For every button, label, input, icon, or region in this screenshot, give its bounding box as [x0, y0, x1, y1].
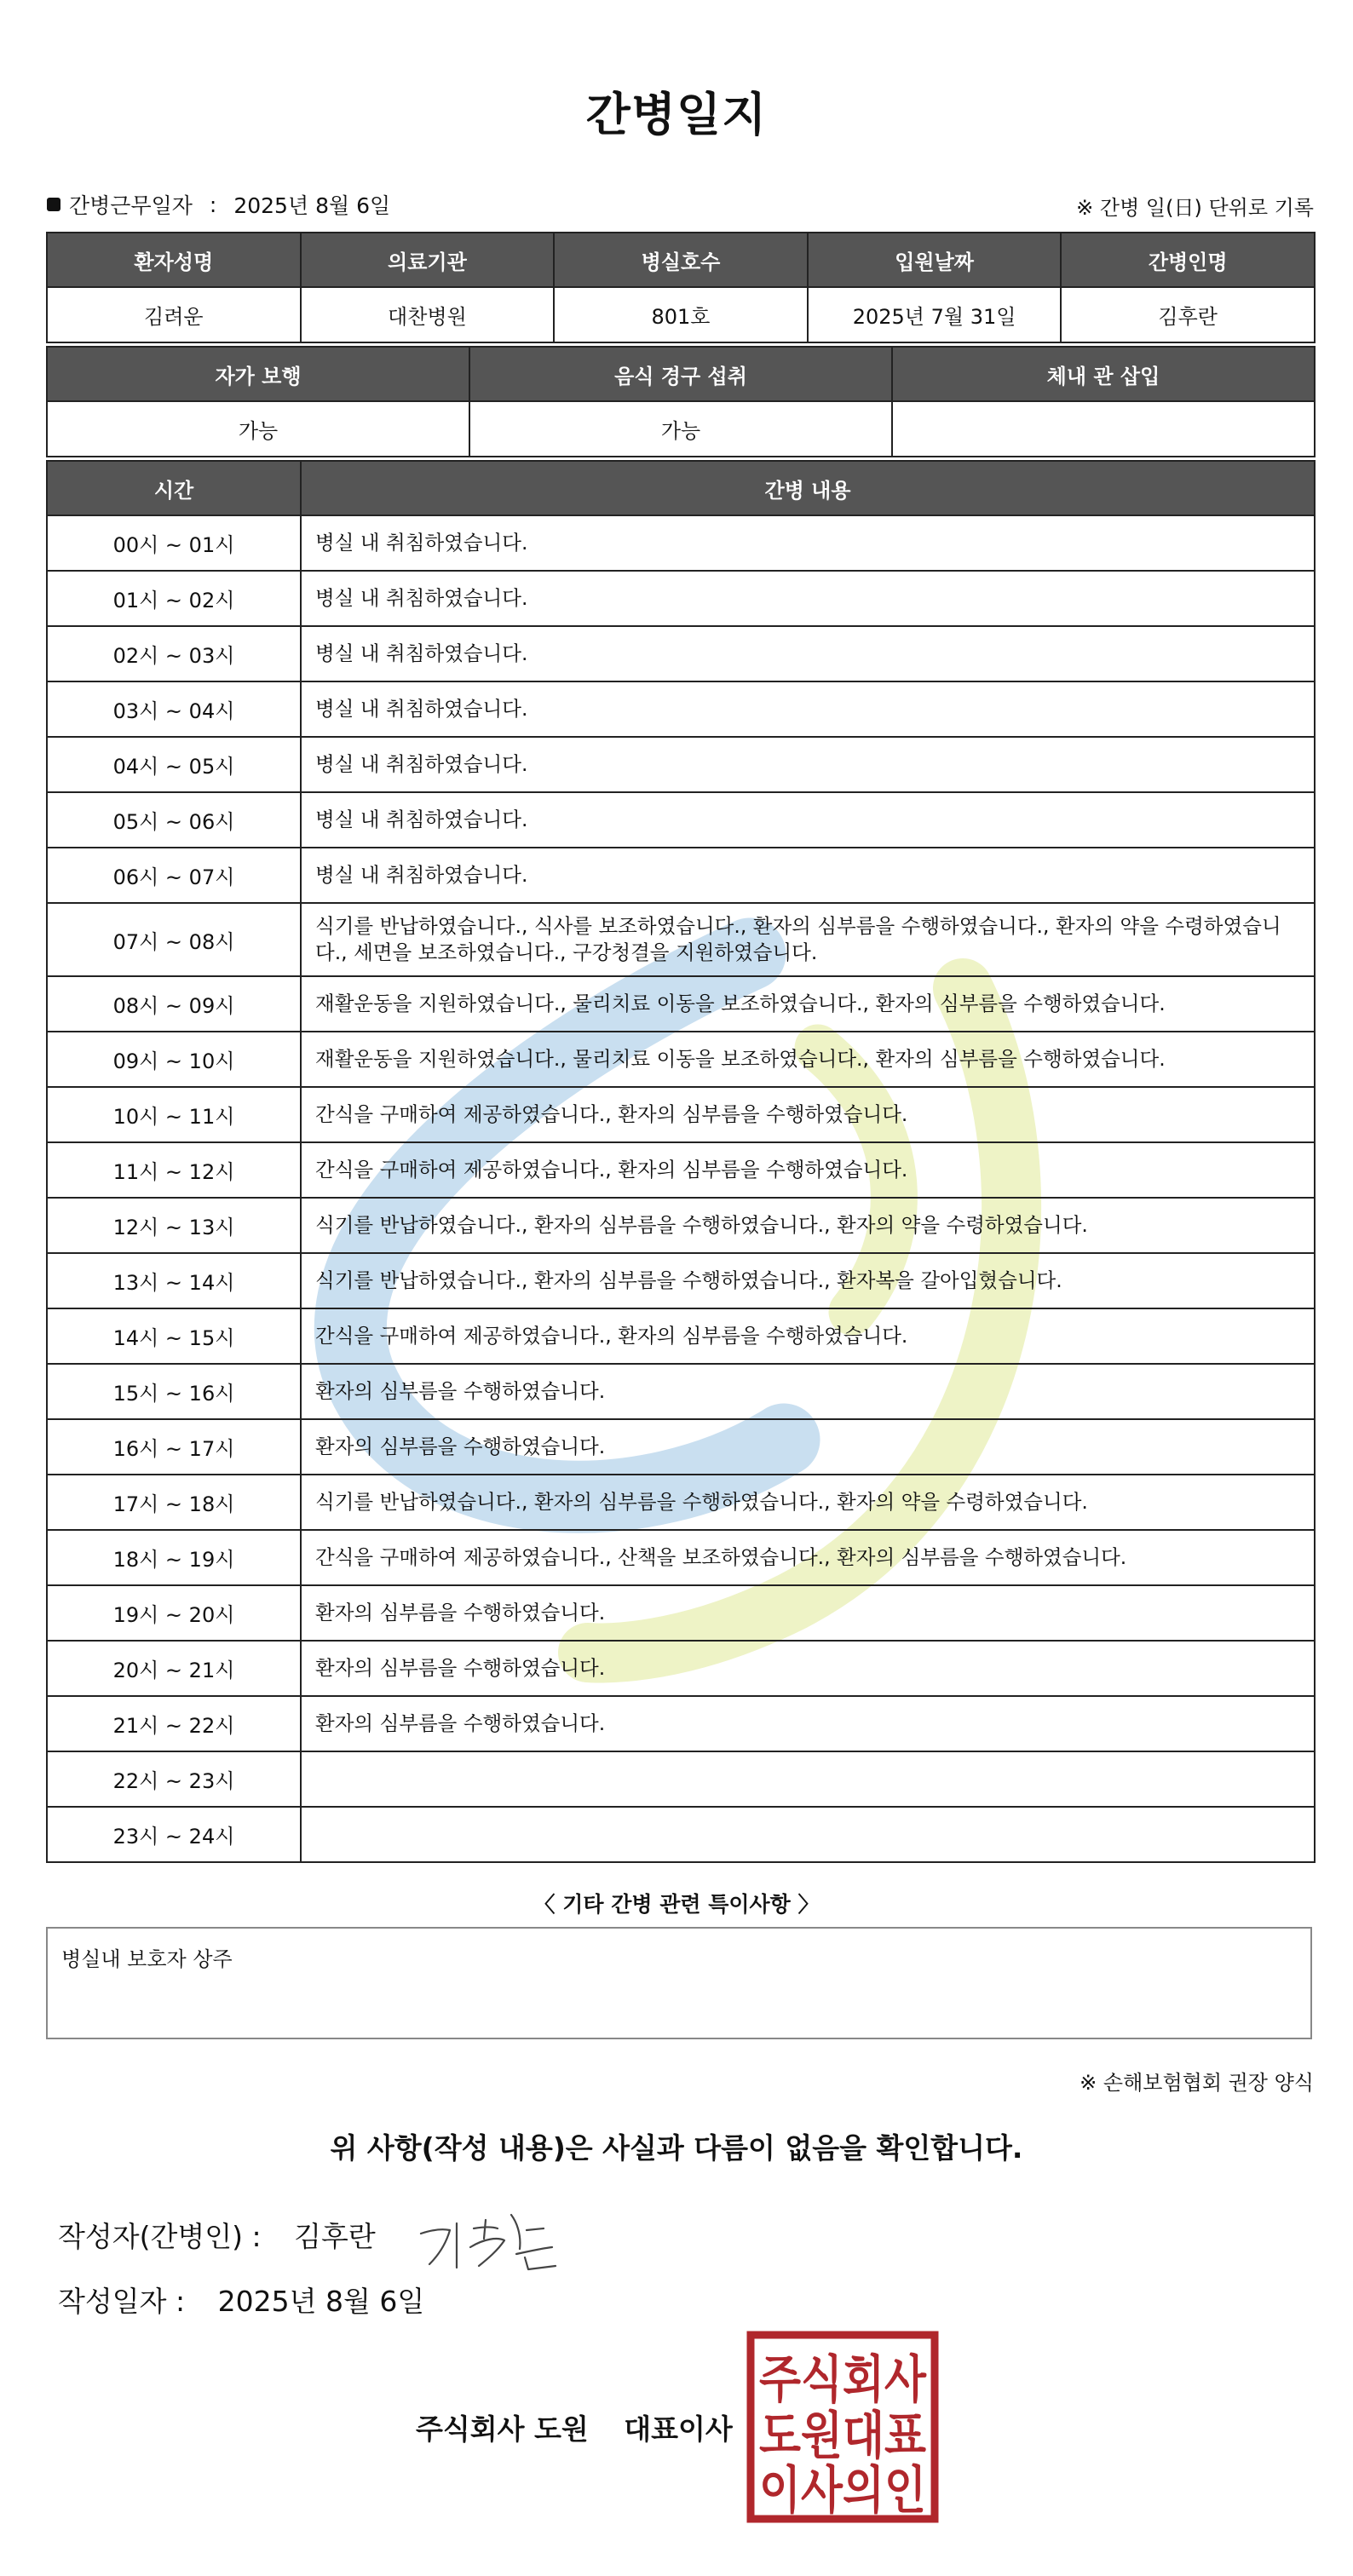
schedule-row	[47, 1641, 1315, 1696]
confirmation-statement: 위 사항(작성 내용)은 사실과 다름이 없음을 확인합니다.	[330, 2131, 1023, 2165]
colon: :	[209, 192, 217, 217]
schedule-content	[301, 1807, 1315, 1862]
schedule-time: 22시 ~ 23시	[47, 1751, 301, 1807]
schedule-content: 환자의 심부름을 수행하였습니다.	[301, 1696, 1315, 1751]
schedule-row	[47, 1142, 1315, 1198]
schedule-time: 10시 ~ 11시	[47, 1087, 301, 1142]
schedule-content: 식기를 반납하였습니다., 식사를 보조하였습니다., 환자의 심부름을 수행하였습니다., 환자의 약을 수령하였습니다., 세면을 보조하였습니다., 구강청결을 지원하였습니다.	[301, 903, 1315, 976]
patient-flags-table	[46, 346, 1316, 457]
schedule-content: 간식을 구매하여 제공하였습니다., 환자의 심부름을 수행하였습니다.	[301, 1308, 1315, 1364]
company-seal-stamp	[746, 2331, 939, 2523]
schedule-time: 05시 ~ 06시	[47, 792, 301, 848]
schedule-row	[47, 1253, 1315, 1308]
schedule-row	[47, 681, 1315, 737]
schedule-content: 병실 내 취침하였습니다.	[301, 848, 1315, 903]
signature-image	[416, 2205, 561, 2273]
schedule-content: 병실 내 취침하였습니다.	[301, 571, 1315, 626]
schedule-time: 15시 ~ 16시	[47, 1364, 301, 1419]
patient-info-header-row	[47, 233, 1315, 287]
schedule-row	[47, 737, 1315, 792]
company-rep-title: 대표이사	[624, 2412, 733, 2446]
schedule-time: 18시 ~ 19시	[47, 1530, 301, 1585]
schedule-time: 14시 ~ 15시	[47, 1308, 301, 1364]
schedule-time: 19시 ~ 20시	[47, 1585, 301, 1641]
schedule-body	[47, 515, 1315, 1862]
patient-info-table	[46, 232, 1316, 343]
schedule-time: 16시 ~ 17시	[47, 1419, 301, 1475]
header-hospital: 의료기관	[301, 233, 555, 287]
patient-name: 김려운	[47, 287, 301, 342]
schedule-header-row	[47, 461, 1315, 515]
schedule-time: 07시 ~ 08시	[47, 903, 301, 976]
schedule-time: 17시 ~ 18시	[47, 1475, 301, 1530]
page-title: 간병일지	[585, 88, 768, 141]
schedule-row	[47, 792, 1315, 848]
schedule-time: 12시 ~ 13시	[47, 1198, 301, 1253]
schedule-content: 식기를 반납하였습니다., 환자의 심부름을 수행하였습니다., 환자의 약을 수령하였습니다.	[301, 1475, 1315, 1530]
schedule-row	[47, 1087, 1315, 1142]
notes-text: 병실내 보호자 상주	[61, 1947, 233, 1971]
patient-flags-header-row	[47, 347, 1315, 401]
tube-insertion-value	[892, 401, 1315, 457]
self-walking-value: 가능	[47, 401, 469, 457]
schedule-content	[301, 1751, 1315, 1807]
company-row	[416, 2407, 733, 2447]
work-date-label: 간병근무일자	[69, 193, 193, 218]
schedule-time: 20시 ~ 21시	[47, 1641, 301, 1696]
notes-box	[46, 1927, 1312, 2039]
schedule-content: 간식을 구매하여 제공하였습니다., 산책을 보조하였습니다., 환자의 심부름을 수행하였습니다.	[301, 1530, 1315, 1585]
oral-intake-value: 가능	[469, 401, 892, 457]
hospital-name: 대찬병원	[301, 287, 555, 342]
notes-title: 〈 기타 간병 관련 특이사항 〉	[533, 1892, 820, 1917]
schedule-content: 재활운동을 지원하였습니다., 물리치료 이동을 보조하였습니다., 환자의 심부름을 수행하였습니다.	[301, 1032, 1315, 1087]
schedule-time: 13시 ~ 14시	[47, 1253, 301, 1308]
seal-line-1: 주식회사	[759, 2350, 927, 2410]
written-date-row	[58, 2280, 424, 2320]
schedule-content: 식기를 반납하였습니다., 환자의 심부름을 수행하였습니다., 환자의 약을 수령하였습니다.	[301, 1198, 1315, 1253]
unit-note: ※ 간병 일(日) 단위로 기록	[1076, 196, 1314, 220]
schedule-content: 환자의 심부름을 수행하였습니다.	[301, 1364, 1315, 1419]
seal-line-2: 도원대표	[759, 2406, 927, 2466]
seal-line-3: 이사의인	[759, 2461, 926, 2521]
caregiver-name: 김후란	[1061, 287, 1315, 342]
header-caregiver: 간병인명	[1061, 233, 1315, 287]
schedule-row	[47, 1198, 1315, 1253]
schedule-row	[47, 903, 1315, 976]
admission-date: 2025년 7월 31일	[808, 287, 1062, 342]
schedule-row	[47, 1032, 1315, 1087]
schedule-row	[47, 1419, 1315, 1475]
header-patient-name: 환자성명	[47, 233, 301, 287]
writer-row	[58, 2215, 376, 2255]
schedule-content: 재활운동을 지원하였습니다., 물리치료 이동을 보조하였습니다., 환자의 심부름을 수행하였습니다.	[301, 976, 1315, 1032]
writer-label: 작성자(간병인) :	[58, 2220, 262, 2253]
schedule-time: 09시 ~ 10시	[47, 1032, 301, 1087]
schedule-time: 21시 ~ 22시	[47, 1696, 301, 1751]
company-name: 주식회사 도원	[416, 2412, 589, 2446]
work-date-row	[47, 189, 390, 220]
schedule-row	[47, 1696, 1315, 1751]
patient-flags-value-row	[47, 401, 1315, 457]
bullet-square-icon	[47, 198, 60, 211]
schedule-row	[47, 1308, 1315, 1364]
schedule-row	[47, 848, 1315, 903]
header-admission-date: 입원날짜	[808, 233, 1062, 287]
schedule-time: 02시 ~ 03시	[47, 626, 301, 681]
schedule-content: 환자의 심부름을 수행하였습니다.	[301, 1641, 1315, 1696]
schedule-row	[47, 1364, 1315, 1419]
schedule-content: 식기를 반납하였습니다., 환자의 심부름을 수행하였습니다., 환자복을 갈아입혔습니다.	[301, 1253, 1315, 1308]
header-self-walking: 자가 보행	[47, 347, 469, 401]
header-time: 시간	[47, 461, 301, 515]
schedule-time: 01시 ~ 02시	[47, 571, 301, 626]
schedule-row	[47, 571, 1315, 626]
schedule-row	[47, 515, 1315, 571]
header-oral-intake: 음식 경구 섭취	[469, 347, 892, 401]
header-tube-insertion: 체내 관 삽입	[892, 347, 1315, 401]
schedule-content: 환자의 심부름을 수행하였습니다.	[301, 1585, 1315, 1641]
schedule-content: 병실 내 취침하였습니다.	[301, 626, 1315, 681]
schedule-row	[47, 1585, 1315, 1641]
recommended-form-note: ※ 손해보험협회 권장 양식	[1080, 2071, 1314, 2095]
schedule-row	[47, 1475, 1315, 1530]
written-date-label: 작성일자 :	[58, 2285, 186, 2318]
schedule-time: 11시 ~ 12시	[47, 1142, 301, 1198]
schedule-row	[47, 976, 1315, 1032]
schedule-time: 04시 ~ 05시	[47, 737, 301, 792]
schedule-time: 00시 ~ 01시	[47, 515, 301, 571]
header-care-content: 간병 내용	[301, 461, 1315, 515]
schedule-time: 06시 ~ 07시	[47, 848, 301, 903]
care-schedule-table	[46, 460, 1316, 1863]
schedule-content: 간식을 구매하여 제공하였습니다., 환자의 심부름을 수행하였습니다.	[301, 1087, 1315, 1142]
schedule-content: 병실 내 취침하였습니다.	[301, 515, 1315, 571]
schedule-row	[47, 1751, 1315, 1807]
schedule-time: 03시 ~ 04시	[47, 681, 301, 737]
schedule-content: 간식을 구매하여 제공하였습니다., 환자의 심부름을 수행하였습니다.	[301, 1142, 1315, 1198]
patient-info-value-row	[47, 287, 1315, 342]
schedule-row	[47, 626, 1315, 681]
header-room: 병실호수	[554, 233, 808, 287]
schedule-row	[47, 1530, 1315, 1585]
schedule-row	[47, 1807, 1315, 1862]
schedule-content: 병실 내 취침하였습니다.	[301, 792, 1315, 848]
writer-name: 김후란	[294, 2220, 376, 2253]
room-number: 801호	[554, 287, 808, 342]
work-date-value: 2025년 8월 6일	[233, 193, 391, 218]
schedule-content: 병실 내 취침하였습니다.	[301, 737, 1315, 792]
written-date-value: 2025년 8월 6일	[217, 2285, 425, 2318]
schedule-time: 23시 ~ 24시	[47, 1807, 301, 1862]
schedule-time: 08시 ~ 09시	[47, 976, 301, 1032]
schedule-content: 병실 내 취침하였습니다.	[301, 681, 1315, 737]
schedule-content: 환자의 심부름을 수행하였습니다.	[301, 1419, 1315, 1475]
